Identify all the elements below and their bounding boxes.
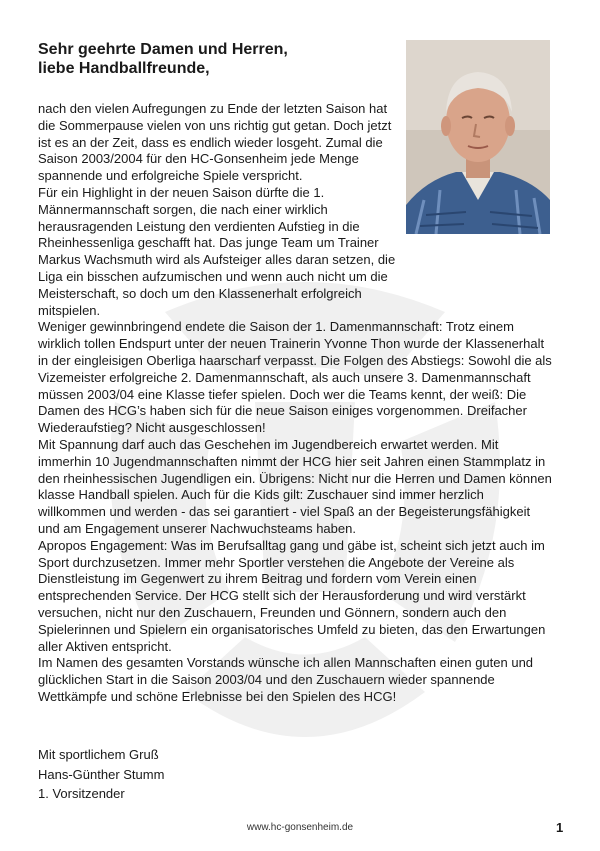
letter-paragraph: Mit Spannung darf auch das Geschehen im Jugendbereich erwartet werden. Mit immerhin 10 Jugendmannschaften nimmt der HCG hier seit Jahren einen Stammplatz in den rheinhessischen Jugendligen ein. Übrigens: Nicht nur die Herren und Damen können klasse Handball spielen. Auch für die Kids gilt: Zuschauer sind immer herzlich willkommen und werden - das sei garantiert - viel Spaß an der Begeisterungsfähigkeit und am Engagement unserer Nachwuchsteams haben. [38,436,552,536]
letter-paragraph: Weniger gewinnbringend endete die Saison der 1. Damenmannschaft: Trotz einem wirklich tollen Endspurt unter der neuen Trainerin Yvonne Thon wurde der Klassenerhalt in der eingleisigen Oberliga haarscharf verpasst. Die Folgen des Abstiegs: Sowohl die als Vizemeister erfolgreiche 2. Damenmannschaft, als auch unsere 3. Damenmannschaft müssen 2003/04 eine Klasse tiefer spielen. Doch wer die Teams kennt, der weiß: Die Damen des HCG’s haben sich für die neue Saison einiges vorgenommen. Dreifacher Wiederaufstieg? Nicht ausgeschlossen! [38,319,552,436]
letter-paragraph: nach den vielen Aufregungen zu Ende der letzten Saison hat die Sommerpause vielen von uns richtig gut getan. Doch jetzt ist es an der Zeit, dass es endlich wieder losgeht. Zumal die Saison 2003/2004 für den HC-Gonsenheim jede Menge spannende und erfolgreiche Spiele verspricht. [38,101,392,184]
salutation-line: Sehr geehrte Damen und Herren, [38,41,288,58]
letter-paragraph: Für ein Highlight in der neuen Saison dürfte die 1. Männermannschaft sorgen, die nach einer wirklich herausragenden Leistung den verdienten Aufstieg in die Rheinhessenliga geschafft hat. Das junge Team um Trainer Markus Wachsmuth wird als Aufsteiger alles daran setzen, die Liga ein bisschen aufzumischen und wenn auch nicht um die Meisterschaft, so doch um den Klassenerhalt erfolgreich mitspielen. [38,184,396,318]
letter-salutation [38,40,378,78]
salutation-line: liebe Handballfreunde, [38,60,210,77]
closing-greeting: Mit sportlichem Gruß [38,747,159,762]
page-number: 1 [556,820,564,835]
letter-body [38,101,552,706]
footer-website-url: www.hc-gonsenheim.de [246,822,354,833]
signatory-title: 1. Vorsitzender [38,786,125,801]
letter-paragraph: Apropos Engagement: Was im Berufsalltag gang und gäbe ist, scheint sich jetzt auch im Sport durchzusetzen. Immer mehr Sportler verstehen die Angebote der Vereine als Dienstleistung im Gegenwert zu ihrem Beitrag und fordern vom Verein einen entsprechenden Service. Der HCG stellt sich der Herausforderung und wird verstärkt versuchen, nicht nur den Zuschauern, Freunden und Gönnern, sondern auch den Spielerinnen und Spielern ein organisatorisches Umfeld zu bieten, das den Erwartungen aller Aktiven entspricht. [38,537,546,654]
letter-paragraph: Im Namen des gesamten Vorstands wünsche ich allen Mannschaften einen guten und glücklichen Start in die Saison 2003/04 und den Zuschauern wieder spannende Wettkämpfe und schöne Erlebnisse bei den Spielen des HCG! [38,655,534,704]
signatory-name: Hans-Günther Stumm [38,766,165,782]
letter-closing [38,745,164,804]
